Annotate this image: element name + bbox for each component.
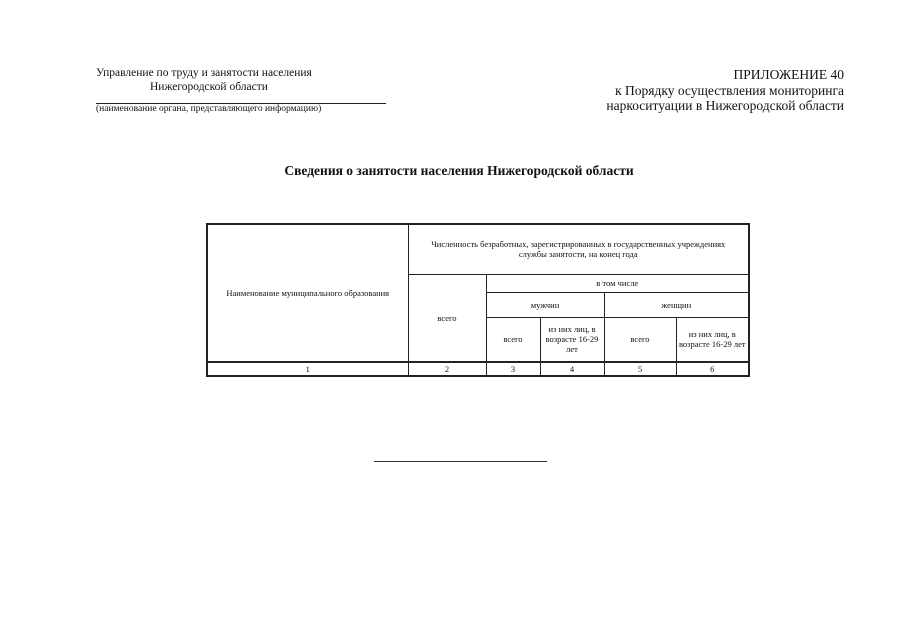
header-women: женщин <box>604 292 749 317</box>
reporting-organization-block <box>96 66 396 115</box>
header-municipality: Наименование муниципального образования <box>207 224 408 362</box>
column-number-row <box>207 362 749 376</box>
appendix-reference-line1: к Порядку осуществления мониторинга <box>615 82 844 98</box>
column-number: 1 <box>207 362 408 376</box>
document-title: Сведения о занятости населения Нижегородской области <box>284 163 634 178</box>
organization-name-line1: Управление по труду и занятости населения <box>96 67 312 79</box>
column-number: 3 <box>486 362 540 376</box>
header-men-young: из них лиц, в возрасте 16-29 лет <box>540 317 604 362</box>
header-unemployed-group: Численность безработных, зарегистрированных в государственных учреждениях службы занятости, на конец года <box>408 224 749 274</box>
column-number: 4 <box>540 362 604 376</box>
header-women-young: из них лиц, в возрасте 16-29 лет <box>676 317 749 362</box>
appendix-reference-line2: наркоситуации в Нижегородской области <box>606 98 844 113</box>
organization-caption: (наименование органа, представляющего информацию) <box>96 104 322 114</box>
column-number: 5 <box>604 362 676 376</box>
column-number: 2 <box>408 362 486 376</box>
header-women-total: всего <box>604 317 676 362</box>
column-number: 6 <box>676 362 749 376</box>
signature-line <box>374 461 547 462</box>
employment-table <box>206 223 750 377</box>
organization-name-line2: Нижегородской области <box>150 81 268 93</box>
header-including: в том числе <box>486 274 749 292</box>
header-men-total: всего <box>486 317 540 362</box>
appendix-block <box>606 67 844 114</box>
header-men: мужчин <box>486 292 604 317</box>
header-total: всего <box>408 274 486 362</box>
appendix-number: ПРИЛОЖЕНИЕ 40 <box>733 67 844 82</box>
